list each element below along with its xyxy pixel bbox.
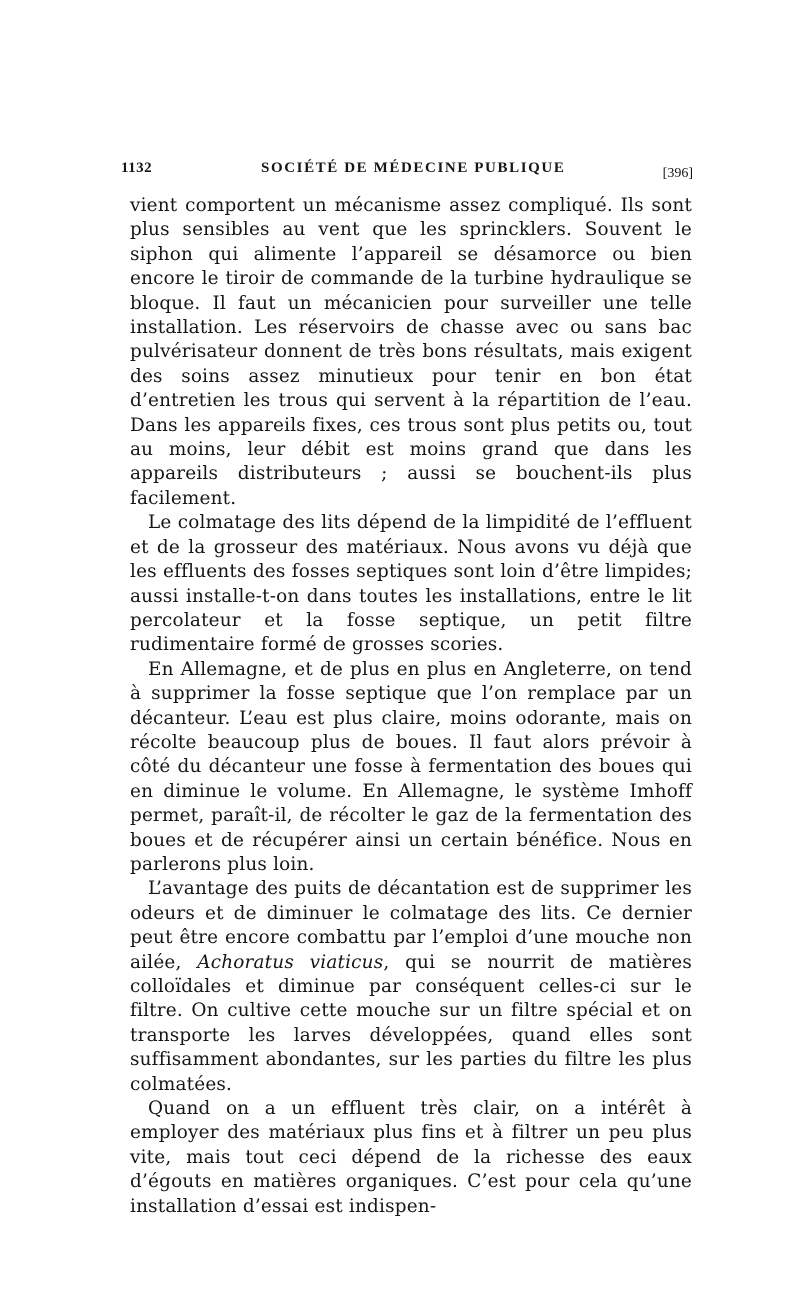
paragraph-sprinklers: vient comportent un mécanisme assez compliqué. Ils sont plus sensibles au vent que les sprincklers. Souvent le siphon qui alimente l’appareil se désamorce ou bien encore le tiroir de commande de la turbine hydraulique se bloque. Il faut un mécanicien pour surveiller une telle installation. Les réservoirs de chasse avec ou sans bac pulvérisateur donnent de très bons résultats, mais exigent des soins assez minutieux pour tenir en bon état d’entretien les trous qui servent à la répartition de l’eau. Dans les appareils fixes, ces trous sont plus petits ou, tout au moins, leur débit est moins grand que dans les appareils distributeurs ; aussi se bouchent-ils plus facilement. — [130, 195, 692, 509]
page-number: 1132 — [121, 160, 153, 176]
journal-title: SOCIÉTÉ DE MÉDECINE PUBLIQUE — [261, 160, 566, 176]
paragraph-allemagne: En Allemagne, et de plus en plus en Angleterre, on tend à supprimer la fosse septique que l’on remplace par un décanteur. L’eau est plus claire, moins odorante, mais on récolte beaucoup plus de boues. Il faut alors prévoir à côté du décanteur une fosse à fermentation des boues qui en diminue le volume. En Allemagne, le système Imhoff permet, paraît-il, de récolter le gaz de la fermentation des boues et de récupérer ainsi un certain bénéfice. Nous en parlerons plus loin. — [130, 658, 692, 875]
body-text — [130, 194, 692, 1219]
paragraph-effluent: Quand on a un effluent très clair, on a intérêt à employer des matériaux plus fins et à filtrer un peu plus vite, mais tout ceci dépend de la richesse des eaux d’égouts en matières organiques. C’est pour cela qu’une installation d’essai est indispen- — [130, 1098, 692, 1217]
original-page-number: [396] — [662, 166, 693, 181]
species-name: Achoratus viaticus — [197, 951, 384, 973]
paragraph-avantage — [130, 877, 692, 1097]
paragraph-avantage-start: L’avantage des puits de décantation est de supprimer les odeurs et de diminuer le colmatage des lits. Ce dernier peut être encore combattu par l’emploi d’une mouche non ailée, — [130, 878, 692, 973]
paragraph-colmatage: Le colmatage des lits dépend de la limpidité de l’effluent et de la grosseur des matériaux. Nous avons vu déjà que les effluents des fosses septiques sont loin d’être limpides; aussi installe-t-on dans toutes les installations, entre le lit percolateur et la fosse septique, un petit filtre rudimentaire formé de grosses scories. — [130, 512, 692, 656]
paragraph-avantage-end: , qui se nourrit de matières colloïdales et diminue par conséquent celles-ci sur le filtre. On cultive cette mouche sur un filtre spécial et on transporte les larves développées, quand elles sont suffisamment abondantes, sur les parties du filtre les plus colmatées. — [130, 951, 692, 1095]
running-head — [121, 154, 693, 184]
